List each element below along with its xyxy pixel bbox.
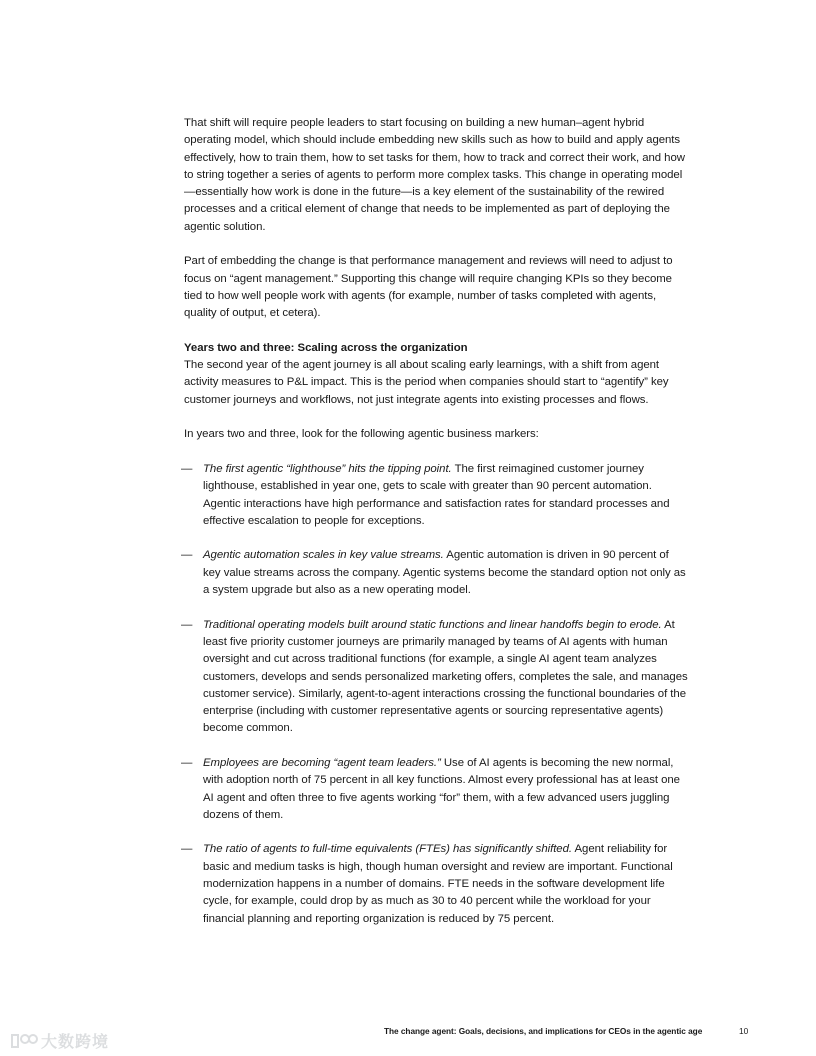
paragraph-hybrid-operating-model: That shift will require people leaders to start focusing on building a new human–agent hybrid operating model, which should include embedding new skills such as how to build and apply agents effectively, how to train them, how to set tasks for them, how to track and correct their work, and how to string together a series of agents to perform more complex tasks. This change in operating model—essentially how work is done in the future—is a key element of the sustainability of the rewired processes and a critical element of change that needs to be implemented as part of deploying the agentic solution. [184,117,685,233]
marker-text: The first reimagined customer journey lighthouse, established in year one, gets to scale with greater than 90 percent automation. Agentic interactions have high performance and satisfaction rates for standard processes and effective escalation to people for exceptions. [203,462,670,527]
watermark-logo-icon [8,1031,38,1051]
marker-lead: The first agentic “lighthouse” hits the tipping point. [203,462,452,475]
marker-text: At least five priority customer journeys are primarily managed by teams of AI agents with human oversight and cut across traditional functions (for example, a single AI agent team analyzes customers, develops and sends personalized marketing offers, completes the sale, and manages customer service). Similarly, agent-to-agent interactions crossing the functional boundaries of the enterprise (including with customer representative agents or sourcing representative agents) become common. [203,618,688,735]
list-item [181,461,689,530]
marker-lead: Employees are becoming “agent team leaders.” [203,756,441,769]
list-item [181,755,689,824]
dash-bullet: — [181,756,193,769]
business-markers-list [181,461,689,928]
watermark-text: 大数跨境 [41,1032,110,1051]
marker-text: Agent reliability for basic and medium tasks is high, though human oversight and review are important. Functional modernization happens in a number of domains. FTE needs in the software development life cycle, for example, could drop by as much as 30 to 40 percent while the workload for your financial planning and reporting organization is reduced by 75 percent. [203,843,673,925]
marker-text: Agentic automation is driven in 90 percent of key value streams across the company. Agentic systems become the standard option not only as a system upgrade but also as a new operating model. [203,549,686,597]
marker-lead: Agentic automation scales in key value streams. [203,549,444,562]
watermark [8,1029,109,1052]
dash-bullet: — [181,462,193,475]
marker-lead: Traditional operating models built around static functions and linear handoffs begin to erode. [203,618,662,631]
paragraph-performance-management: Part of embedding the change is that performance management and reviews will need to adjust to focus on “agent management.” Supporting this change will require changing KPIs so they become tied to how well people work with agents (for example, number of tasks completed with agents, quality of output, et cetera). [184,255,673,320]
marker-lead: The ratio of agents to full-time equivalents (FTEs) has significantly shifted. [203,843,572,856]
section-heading: Years two and three: Scaling across the organization [184,341,468,354]
running-title: The change agent: Goals, decisions, and implications for CEOs in the agentic age [384,1026,703,1036]
marker-text: Use of AI agents is becoming the new normal, with adoption north of 75 percent in all key functions. Almost every professional has at least one AI agent and often three to five agents working “for” them, with a few advanced users juggling dozens of them. [203,756,680,821]
list-item [181,617,689,738]
list-item [181,841,689,927]
section-years-two-three [184,340,689,409]
list-item [181,547,689,599]
document-body [181,115,689,945]
dash-bullet: — [181,618,193,631]
dash-bullet: — [181,843,193,856]
paragraph-markers-intro: In years two and three, look for the following agentic business markers: [184,428,539,441]
paragraph-scaling: The second year of the agent journey is all about scaling early learnings, with a shift from agent activity measures to P&L impact. This is the period when companies should start to “agentify” key customer journeys and workflows, not just integrate agents into existing processes and flows. [184,359,669,406]
dash-bullet: — [181,549,193,562]
page-number: 10 [739,1026,749,1036]
